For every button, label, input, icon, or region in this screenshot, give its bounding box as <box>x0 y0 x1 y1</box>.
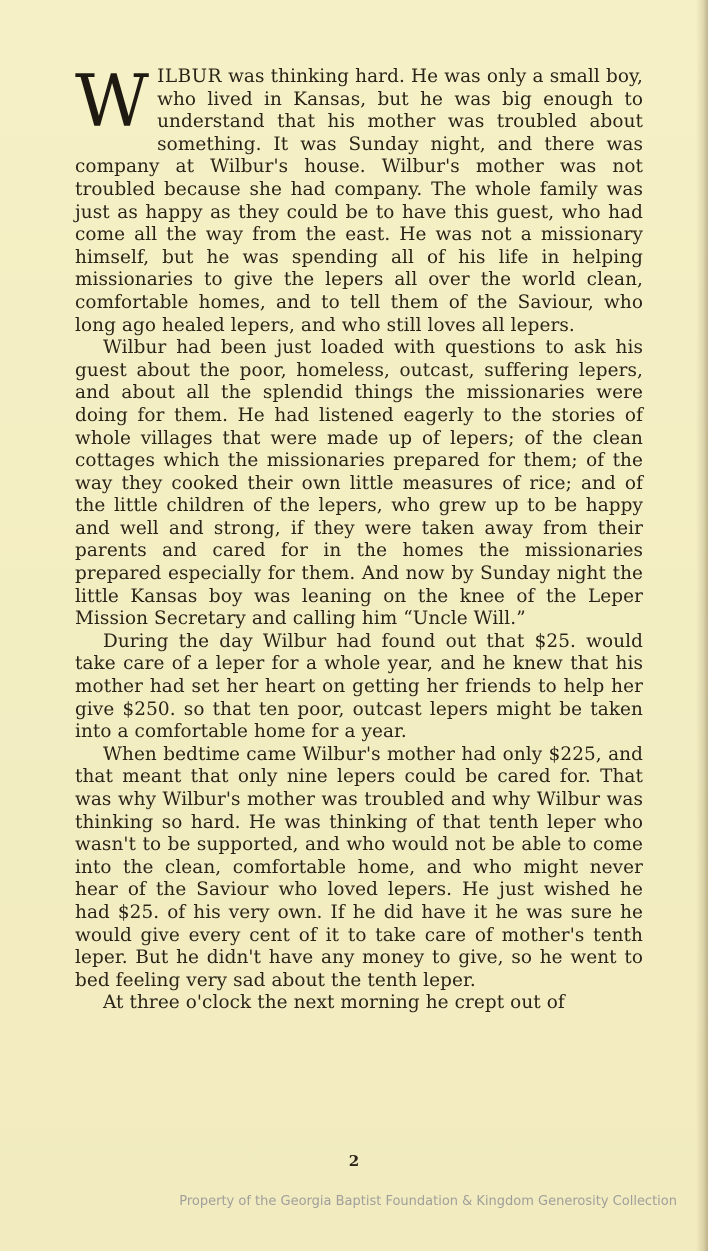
body-text <box>75 59 643 1015</box>
page-edge-shadow <box>696 0 708 1251</box>
page-number: 2 <box>348 1152 360 1170</box>
drop-cap: W <box>75 59 150 143</box>
collection-watermark: Property of the Georgia Baptist Foundation & Kingdom Generosity Collection <box>179 1194 677 1209</box>
paragraph-3: During the day Wilbur had found out that $25. would take care of a leper for a whole year, and he knew that his mother had set her heart on getting her friends to help her give $250. so that ten poor, outcast lepers might be taken into a comfortable home for a year. <box>75 630 643 743</box>
paragraph-5: At three o'clock the next morning he crept out of <box>103 992 565 1014</box>
paragraph-1-lead: ILBUR <box>157 66 222 87</box>
paragraph-1-text: was thinking hard. He was only a small boy, who lived in Kansas, but he was big enough to understand that his mother was troubled about something. It was Sunday night, and there was company at Wilbur's house. Wilbur's mother was not troubled because she had company. The whole family was just as happy as they could be to have this guest, who had come all the way from the east. He was not a missionary himself, but he was spending all of his life in helping missionaries to give the lepers all over the world clean, comfortable homes, and to tell them of the Saviour, who long ago healed lepers, and who still loves all lepers. <box>75 66 643 336</box>
paragraph-2: Wilbur had been just loaded with questions to ask his guest about the poor, homeless, outcast, suffering lepers, and about all the splendid things the missionaries were doing for them. He had listened eagerly to the stories of whole villages that were made up of lepers; of the clean cottages which the missionaries prepared for them; of the way they cooked their own little measures of rice; and of the little children of the lepers, who grew up to be happy and well and strong, if they were taken away from their parents and cared for in the homes the missionaries prepared especially for them. And now by Sunday night the little Kansas boy was leaning on the knee of the Leper Mission Secretary and calling him “Uncle Will.” <box>75 337 643 630</box>
paragraph-4: When bedtime came Wilbur's mother had only $225, and that meant that only nine lepers could be cared for. That was why Wilbur's mother was troubled and why Wilbur was thinking so hard. He was thinking of that tenth leper who wasn't to be supported, and who would not be able to come into the clean, comfortable home, and who might never hear of the Saviour who loved lepers. He just wished he had $25. of his very own. If he did have it he was sure he would give every cent of it to take care of mother's tenth leper. But he didn't have any money to give, so he went to bed feeling very sad about the tenth leper. <box>75 743 643 991</box>
paragraph-1 <box>75 59 643 337</box>
